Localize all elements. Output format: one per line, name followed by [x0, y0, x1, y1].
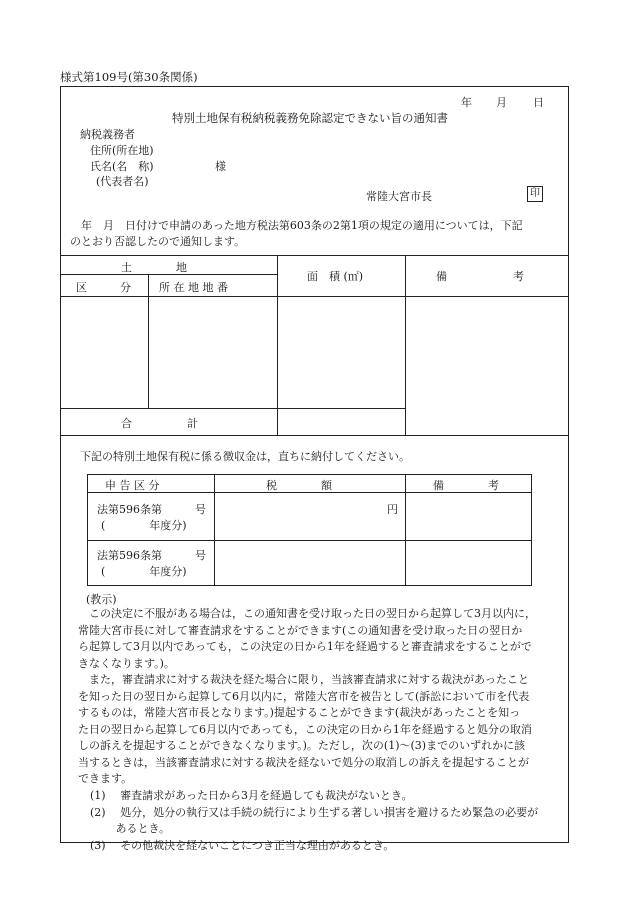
document-title: 特別土地保有税納税義務免除認定できない旨の通知書: [172, 111, 448, 125]
kyoji-item-3: あるとき。: [90, 822, 171, 835]
kyoji-item-2: (2) 処分，処分の執行又は手続の続行により生ずる著しい損害を避けるため緊急の必要が: [90, 805, 539, 819]
land-col-remarks: 備 考: [436, 270, 524, 283]
kyoji-heading: (教示): [86, 593, 117, 606]
kyoji-line-2: 常陸大宮市長に対して審査請求をすることができます(この通知書を受け取った日の翌日か: [78, 623, 523, 637]
tax-table-left: [87, 474, 88, 585]
kyoji-line-9: しの訴えを提起することができなくなります。)。ただし，次の(1)～(3)までのいずれかに該: [78, 739, 526, 752]
land-table-total-line: [60, 408, 405, 409]
land-table-top: [60, 255, 569, 256]
tax-col-remarks: 備 考: [433, 479, 499, 492]
intro-line-1: 年 月 日付けで申請のあった地方税法第603条の2第1項の規定の適用については，下記: [70, 219, 523, 232]
land-col-divider-2: [277, 255, 278, 435]
tax-table-top: [87, 474, 532, 475]
kyoji-line-4: きなくなります。)。: [78, 656, 175, 670]
kyoji-line-3: ら起算して3月以内であっても，この決定の日から1年を経過すると審査請求をすることがで: [78, 640, 532, 653]
kyoji-items: [90, 788, 560, 854]
land-table-header-bottom: [60, 296, 569, 297]
land-col-divider-3: [405, 255, 406, 435]
issuer-name: 常陸大宮市長: [366, 190, 432, 203]
date-month: 月: [496, 96, 507, 109]
kyoji-line-8: た日の翌日から起算して6月以内であっても，この決定の日から1年を経過すると処分の取消: [78, 722, 532, 736]
kyoji-item-1: (1) 審査請求があった日から3月を経過しても裁決がないとき。: [90, 789, 413, 802]
kyoji-line-11: できます。: [78, 772, 133, 785]
taxpayer-name-label: 氏名(名 称): [90, 160, 154, 173]
kyoji-line-1: この決定に不服がある場合は，この通知書を受け取った日の翌日から起算して3月以内に，: [78, 607, 536, 620]
representative-label: (代表者名): [96, 175, 149, 188]
taxpayer-address-label: 住所(所在地): [90, 144, 154, 157]
tax-row-2-year: ( 年度分): [101, 565, 187, 578]
land-header: 土 地: [121, 261, 187, 274]
honorific-sama: 様: [215, 160, 226, 173]
kyoji-item-4: (3) その他裁決を経ないことにつき正当な理由があるとき。: [90, 838, 395, 852]
land-col-area: 面 積 (㎡): [307, 270, 364, 283]
land-col-kubun: 区 分: [76, 281, 131, 294]
tax-table-bottom: [87, 585, 532, 586]
tax-row-1-year: ( 年度分): [101, 519, 187, 532]
tax-table-row-divider: [87, 540, 532, 541]
form-number: 様式第109号(第30条関係): [60, 70, 198, 84]
land-col-location: 所 在 地 地 番: [159, 281, 228, 294]
intro-line-2: のとおり否認したので通知します。: [70, 235, 246, 248]
kyoji-line-10: 当するときは，当該審査請求に対する裁決を経ないで処分の取消しの訴えを提起することが: [78, 755, 529, 769]
tax-row-1-yen: 円: [387, 503, 398, 516]
date-year: 年: [461, 96, 472, 109]
tax-row-1-law: 法第596条第 号: [97, 503, 206, 516]
taxpayer-heading: 納税義務者: [80, 128, 135, 141]
kyoji-body: [78, 606, 563, 788]
tax-col-divider-2: [405, 474, 406, 585]
kyoji-line-5: また，審査請求に対する裁決を経た場合に限り，当該審査請求に対する裁決があったこと: [78, 673, 529, 686]
payment-notice: 下記の特別土地保有税に係る徴収金は，直ちに納付してください。: [80, 450, 410, 463]
seal-mark: 印: [527, 186, 543, 202]
tax-col-kubun: 申 告 区 分: [105, 479, 160, 492]
kyoji-line-6: を知った日の翌日から起算して6月以内に，常陸大宮市を被告として(訴訟において市を代表: [78, 689, 530, 703]
tax-row-2-law: 法第596条第 号: [97, 549, 206, 562]
land-table-bottom: [60, 435, 569, 436]
date-day: 日: [533, 96, 544, 109]
tax-col-amount: 税 額: [266, 479, 332, 492]
tax-col-divider-1: [214, 474, 215, 585]
kyoji-line-7: するものは，常陸大宮市長となります。)提起することができます(裁決があったことを知っ: [78, 706, 521, 719]
land-col-divider-1: [148, 274, 149, 408]
land-total-label: 合 計: [121, 417, 198, 430]
tax-table-right: [531, 474, 532, 585]
